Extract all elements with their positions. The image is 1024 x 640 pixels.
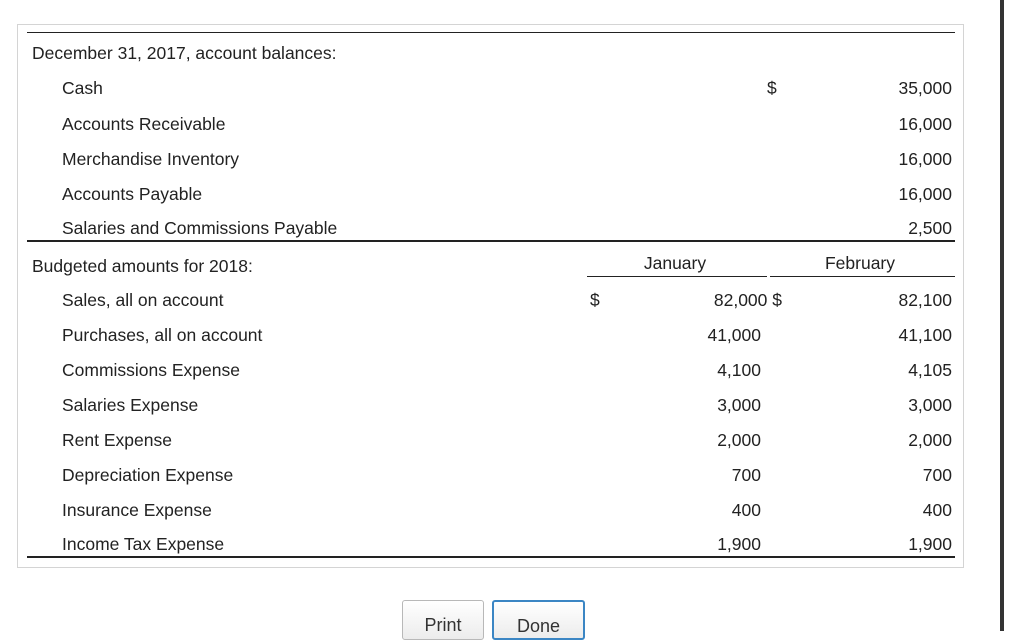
cash-dollar-sign: $ [767, 78, 777, 98]
sales-january-value: 82,000 $ [713, 290, 782, 310]
january-header-rule [587, 276, 767, 277]
print-button[interactable]: Print [402, 600, 484, 640]
february-column-header: February [824, 253, 896, 273]
insurance-expense-february-value: 400 [922, 500, 952, 520]
cash-value: 35,000 [898, 78, 952, 98]
accounts-payable-label: Accounts Payable [62, 184, 203, 204]
top-rule [27, 32, 955, 33]
section-divider-rule [27, 240, 955, 242]
sales-label: Sales, all on account [62, 290, 224, 310]
balances-heading: December 31, 2017, account balances: [32, 43, 337, 63]
depreciation-expense-label: Depreciation Expense [62, 465, 234, 485]
income-tax-expense-february-value: 1,900 [908, 534, 952, 554]
salaries-commissions-payable-label: Salaries and Commissions Payable [62, 218, 338, 238]
merchandise-inventory-value: 16,000 [898, 149, 952, 169]
commissions-expense-label: Commissions Expense [62, 360, 240, 380]
depreciation-expense-february-value: 700 [922, 465, 952, 485]
accounts-receivable-label: Accounts Receivable [62, 114, 226, 134]
done-button[interactable]: Done [492, 600, 585, 640]
income-tax-expense-label: Income Tax Expense [62, 534, 225, 554]
rent-expense-label: Rent Expense [62, 430, 172, 450]
rent-expense-february-value: 2,000 [908, 430, 952, 450]
salaries-expense-january-value: 3,000 [717, 395, 761, 415]
purchases-february-value: 41,100 [898, 325, 952, 345]
february-header-rule [770, 276, 955, 277]
bottom-rule [27, 556, 955, 558]
purchases-label: Purchases, all on account [62, 325, 263, 345]
commissions-expense-february-value: 4,105 [908, 360, 952, 380]
salaries-expense-february-value: 3,000 [908, 395, 952, 415]
budget-heading: Budgeted amounts for 2018: [32, 256, 253, 276]
sales-february-value: 82,100 [898, 290, 952, 310]
window-right-border [1000, 0, 1004, 631]
income-tax-expense-january-value: 1,900 [717, 534, 761, 554]
accounts-payable-value: 16,000 [898, 184, 952, 204]
merchandise-inventory-label: Merchandise Inventory [62, 149, 240, 169]
salaries-commissions-payable-value: 2,500 [908, 218, 952, 238]
insurance-expense-january-value: 400 [731, 500, 761, 520]
commissions-expense-january-value: 4,100 [717, 360, 761, 380]
insurance-expense-label: Insurance Expense [62, 500, 212, 520]
salaries-expense-label: Salaries Expense [62, 395, 199, 415]
accounts-receivable-value: 16,000 [898, 114, 952, 134]
rent-expense-january-value: 2,000 [717, 430, 761, 450]
sales-dollar-sign: $ [590, 290, 600, 310]
purchases-january-value: 41,000 [707, 325, 761, 345]
january-column-header: January [643, 253, 707, 273]
depreciation-expense-january-value: 700 [731, 465, 761, 485]
cash-label: Cash [62, 78, 103, 98]
